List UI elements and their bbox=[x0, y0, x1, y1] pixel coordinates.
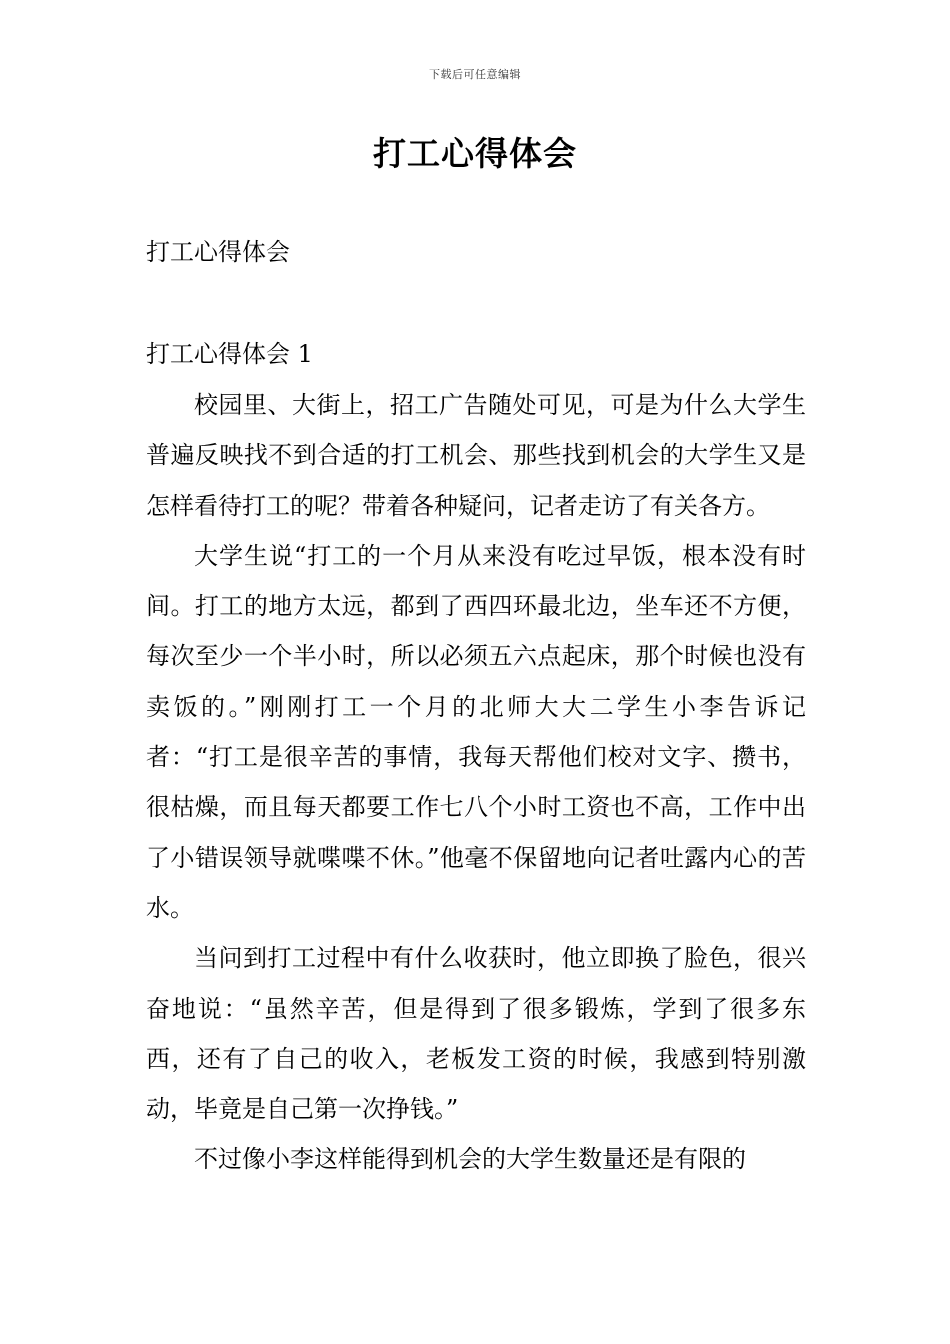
paragraph-1: 校园里、大街上，招工广告随处可见，可是为什么大学生普遍反映找不到合适的打工机会、那些找到机会的大学生又是怎样看待打工的呢？带着各种疑问，记者走访了有关各方。 bbox=[146, 391, 806, 520]
document-body bbox=[146, 380, 806, 1185]
header-note: 下载后可任意编辑 bbox=[429, 68, 521, 81]
paragraph-4: 不过像小李这样能得到机会的大学生数量还是有限的 bbox=[194, 1145, 746, 1174]
document-subtitle: 打工心得体会 bbox=[146, 238, 290, 266]
paragraph-2: 大学生说“打工的一个月从来没有吃过早饭，根本没有时间。打工的地方太远，都到了西四环最北边，坐车还不方便，每次至少一个半小时，所以必须五六点起床，那个时候也没有卖饭的。”刚刚打工一个月的北师大大二学生小李告诉记者：“打工是很辛苦的事情，我每天帮他们校对文字、攒书，很枯燥，而且每天都要工作七八个小时工资也不高，工作中出了小错误领导就喋喋不休。”他毫不保留地向记者吐露内心的苦水。 bbox=[146, 541, 806, 922]
paragraph-3: 当问到打工过程中有什么收获时，他立即换了脸色，很兴奋地说：“虽然辛苦，但是得到了很多锻炼，学到了很多东西，还有了自己的收入，老板发工资的时候，我感到特别激动，毕竟是自己第一次挣钱。” bbox=[146, 944, 806, 1124]
document-title: 打工心得体会 bbox=[373, 134, 577, 173]
section-heading: 打工心得体会 1 bbox=[146, 340, 313, 368]
